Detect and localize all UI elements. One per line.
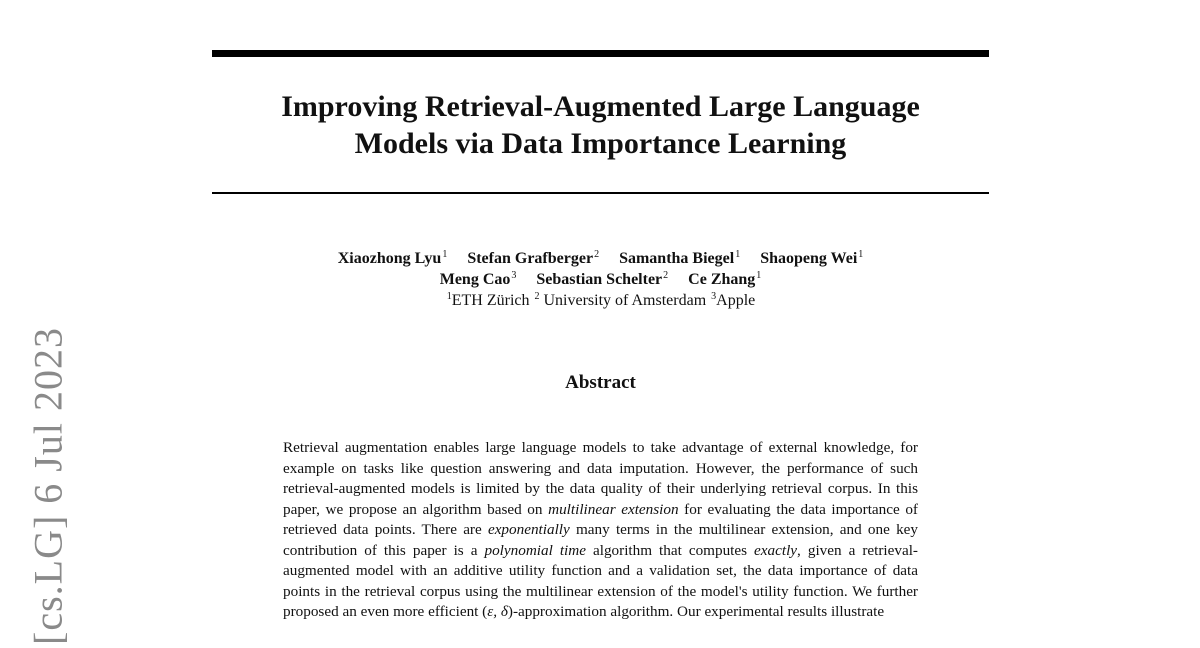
arxiv-stamp-text: [cs.LG] 6 Jul 2023 — [25, 327, 71, 645]
author-name: Ce Zhang$^1$ — [688, 269, 762, 288]
authors-line-2 — [212, 269, 989, 290]
arxiv-side-stamp — [0, 0, 90, 648]
author-name: Sebastian Schelter$^2$ — [536, 269, 669, 288]
paper-title — [212, 88, 989, 162]
title-bottom-rule — [212, 192, 989, 194]
author-block — [212, 248, 989, 311]
author-name: Shaopeng Wei$^1$ — [760, 248, 864, 267]
abstract-text: Retrieval augmentation enables large language models to take advantage of external knowledge, for example on tasks like question answering and data imputation. However, the performance of such retrieval-augmented models is limited by the data quality of their underlying retrieval corpus. In this paper, we propose an algorithm based on multilinear extension for evaluating the data importance of retrieved data points. There are exponentially many terms in the multilinear extension, and one key contribution of this paper is a polynomial time algorithm that computes exactly, given a retrieval-augmented model with an additive utility function and a validation set, the data importance of data points in the retrieval corpus using the multilinear extension of the model's utility function. We further proposed an even more efficient (ε, δ)-approximation algorithm. Our experimental results illustrate — [283, 439, 918, 621]
affiliations: $^1$ETH Zürich $^2$ University of Amsterdam $^3$Apple — [446, 290, 756, 309]
author-name: Samantha Biegel$^1$ — [619, 248, 741, 267]
author-name: Meng Cao$^3$ — [439, 269, 517, 288]
author-name: Stefan Grafberger$^2$ — [467, 248, 600, 267]
title-line-2: Models via Data Importance Learning — [354, 127, 847, 160]
title-top-rule — [212, 50, 989, 57]
abstract-heading: Abstract — [565, 372, 636, 393]
author-name: Xiaozhong Lyu$^1$ — [337, 248, 448, 267]
title-line-1: Improving Retrieval-Augmented Large Language — [281, 90, 920, 123]
authors-line-1 — [212, 248, 989, 269]
